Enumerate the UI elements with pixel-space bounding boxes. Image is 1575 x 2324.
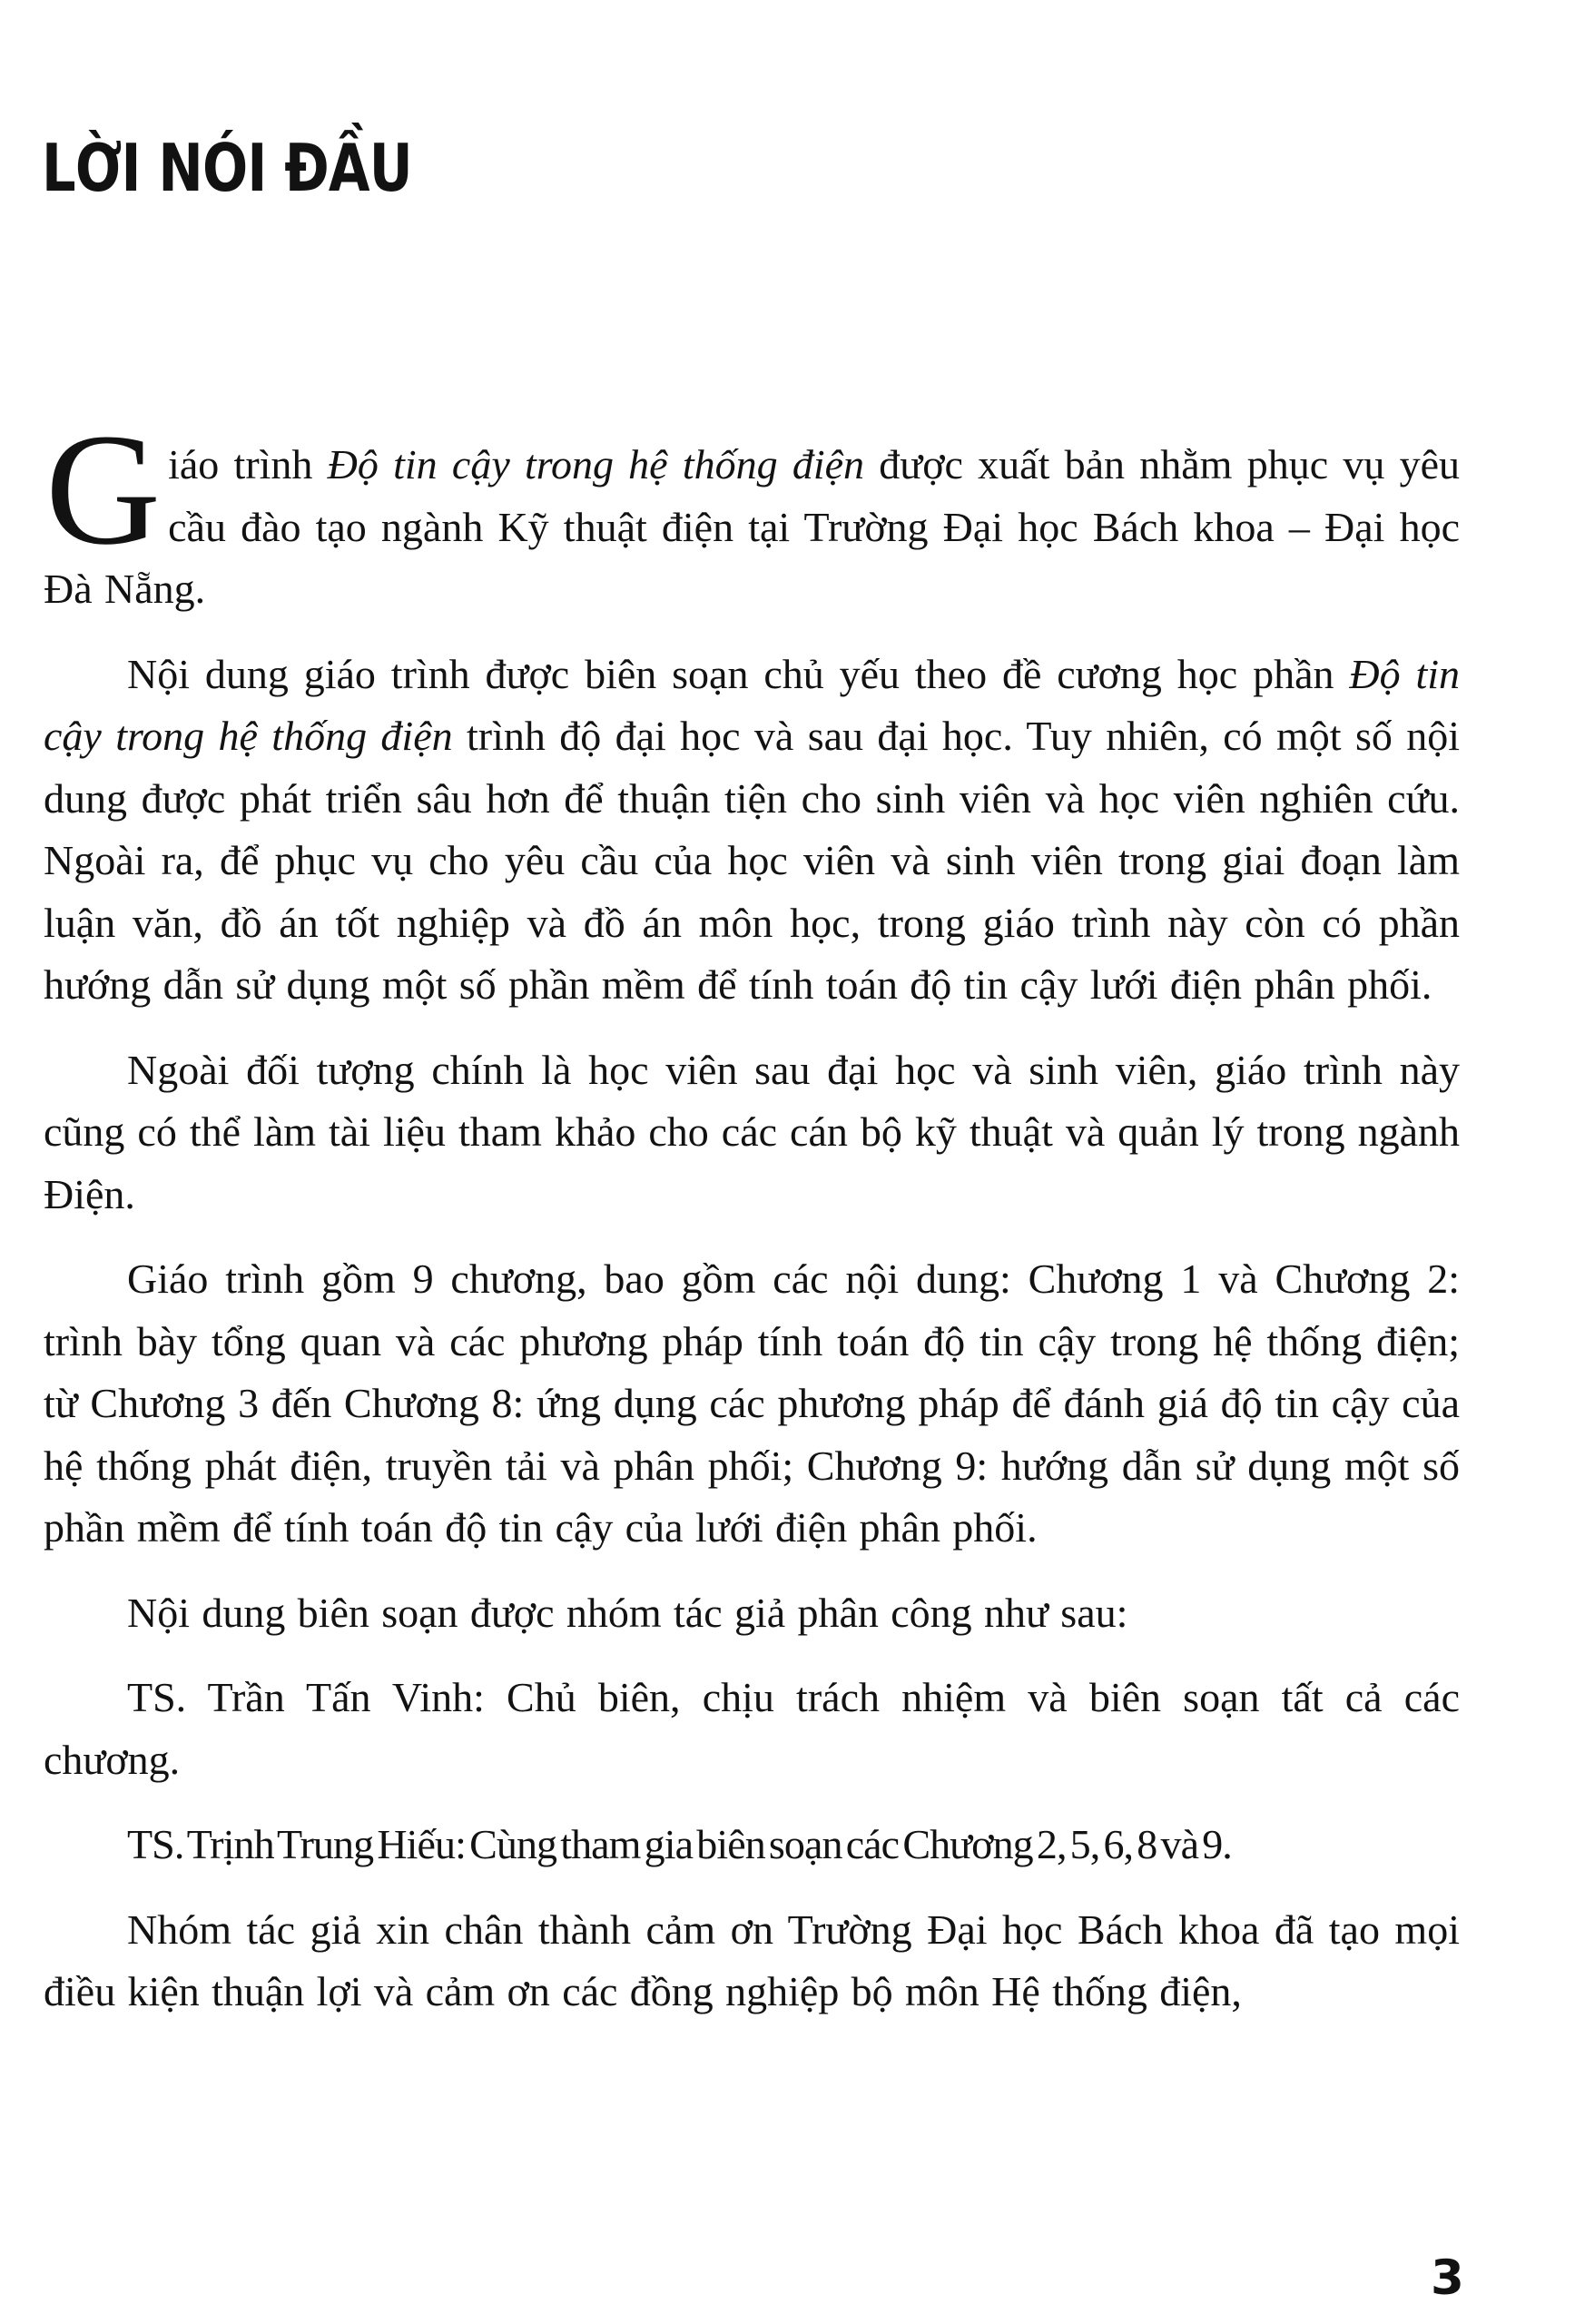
text-run: Nội dung giáo trình được biên soạn chủ yếu theo đề cương học phần: [127, 650, 1350, 697]
paragraph: [44, 1248, 1460, 1560]
paragraph: [44, 1582, 1460, 1645]
text-run: Nội dung biên soạn được nhóm tác giả phân công như sau:: [127, 1589, 1128, 1636]
text-run: trình độ đại học và sau đại học. Tuy nhiên, có một số nội dung được phát triển sâu hơn để thuận tiện cho sinh viên và học viên nghiên cứu. Ngoài ra, để phục vụ cho yêu cầu của học viên và sinh viên trong giai đoạn làm luận văn, đồ án tốt nghiệp và đồ án môn học, trong giáo trình này còn có phần hướng dẫn sử dụng một số phần mềm để tính toán độ tin cậy lưới điện phân phối.: [44, 713, 1460, 1008]
italic-text-run: Độ tin cậy trong hệ thống điện: [327, 441, 865, 487]
paragraph: [44, 1039, 1460, 1226]
italic-text-run: Độ tin cậy trong hệ thống điện: [44, 650, 1461, 759]
paragraph: [44, 1814, 1460, 1876]
drop-cap: G: [45, 401, 162, 578]
page-number: 3: [1431, 2250, 1464, 2306]
text-run: Giáo trình gồm 9 chương, bao gồm các nội dung: Chương 1 và Chương 2: trình bày tổng quan và các phương pháp tính toán độ tin cậy trong hệ thống điện; từ Chương 3 đến Chương 8: ứng dụng các phương pháp để đánh giá độ tin cậy của hệ thống phát điện, truyền tải và phân phối; Chương 9: hướng dẫn sử dụng một số phần mềm để tính toán độ tin cậy của lưới điện phân phối.: [44, 1256, 1460, 1551]
text-run: TS. Trần Tấn Vinh: Chủ biên, chịu trách nhiệm và biên soạn tất cả các chương.: [44, 1674, 1460, 1783]
preface-body: [44, 401, 1461, 2024]
page-title: LỜI NÓI ĐẦU: [42, 130, 412, 206]
text-run: iáo trình: [168, 441, 328, 487]
text-run: TS. Trịnh Trung Hiếu: Cùng tham gia biên soạn các Chương 2, 5, 6, 8 và 9.: [127, 1821, 1232, 1867]
text-run: Nhóm tác giả xin chân thành cảm ơn Trường Đại học Bách khoa đã tạo mọi điều kiện thuận lợi và cảm ơn các đồng nghiệp bộ môn Hệ thống điện,: [44, 1905, 1460, 2014]
paragraph: [44, 401, 1460, 621]
paragraph: [44, 1899, 1460, 2024]
text-run: Ngoài đối tượng chính là học viên sau đại học và sinh viên, giáo trình này cũng có thể làm tài liệu tham khảo cho các cán bộ kỹ thuật và quản lý trong ngành Điện.: [44, 1046, 1460, 1217]
paragraph: [44, 644, 1460, 1017]
paragraph: [44, 1667, 1460, 1791]
text-run: được xuất bản nhằm phục vụ yêu cầu đào tạo ngành Kỹ thuật điện tại Trường Đại học Bách khoa – Đại học Đà Nẵng.: [44, 441, 1460, 612]
